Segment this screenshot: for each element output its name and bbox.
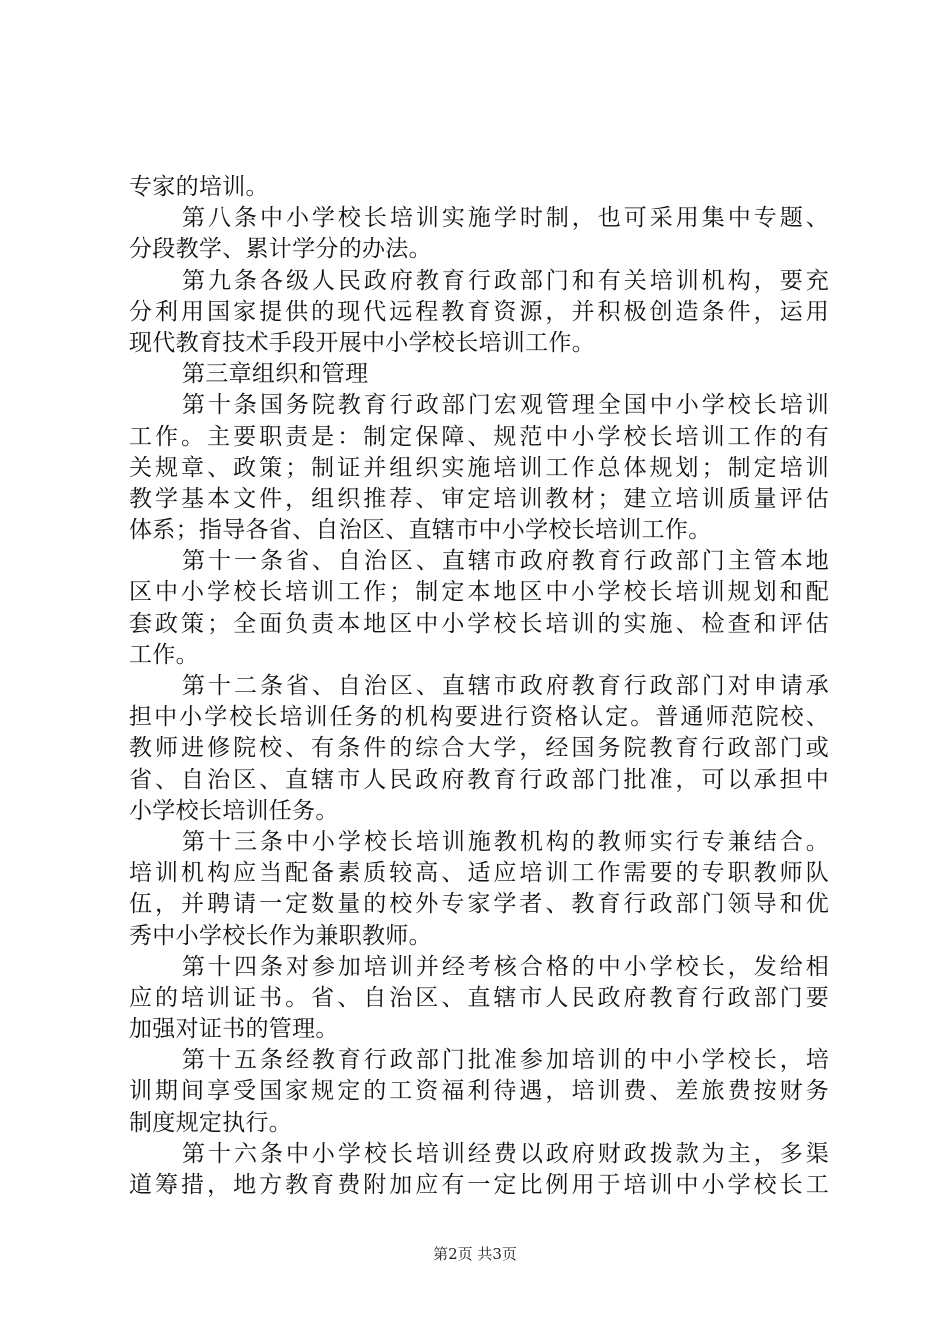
text-line: 工作。主要职责是：制定保障、规范中小学校长培训工作的有 <box>129 423 829 450</box>
chapter-3-heading: 第三章组织和管理 <box>182 361 369 388</box>
text-line: 省、自治区、直辖市人民政府教育行政部门批准，可以承担中 <box>129 766 829 793</box>
text-line: 专家的培训。 <box>129 174 269 200</box>
text-line: 道筹措，地方教育费附加应有一定比例用于培训中小学校长工 <box>129 1172 829 1198</box>
article-9-line: 第九条各级人民政府教育行政部门和有关培训机构，要充 <box>182 267 829 294</box>
text-line: 秀中小学校长作为兼职教师。 <box>129 922 432 949</box>
article-15-line: 第十五条经教育行政部门批准参加培训的中小学校长，培 <box>182 1047 829 1074</box>
document-body <box>129 172 829 1201</box>
article-13-line: 第十三条中小学校长培训施教机构的教师实行专兼结合。 <box>182 828 829 855</box>
text-line: 训期间享受国家规定的工资福利待遇，培训费、差旅费按财务 <box>129 1078 829 1105</box>
text-line: 区中小学校长培训工作；制定本地区中小学校长培训规划和配 <box>129 579 829 606</box>
text-line: 体系；指导各省、自治区、直辖市中小学校长培训工作。 <box>129 517 712 544</box>
text-line: 担中小学校长培训任务的机构要进行资格认定。普通师范院校、 <box>129 704 829 731</box>
article-12-line: 第十二条省、自治区、直辖市政府教育行政部门对申请承 <box>182 673 829 699</box>
text-line: 教师进修院校、有条件的综合大学，经国务院教育行政部门或 <box>129 735 829 762</box>
text-line: 套政策；全面负责本地区中小学校长培训的实施、检查和评估 <box>129 610 829 637</box>
text-line: 培训机构应当配备素质较高、适应培训工作需要的专职教师队 <box>129 860 829 887</box>
text-line: 工作。 <box>129 641 199 668</box>
text-line: 制度规定执行。 <box>129 1109 293 1136</box>
text-line: 分利用国家提供的现代远程教育资源，并积极创造条件，运用 <box>129 298 829 325</box>
text-line: 分段教学、累计学分的办法。 <box>129 236 432 263</box>
article-8-line: 第八条中小学校长培训实施学时制，也可采用集中专题、 <box>182 205 829 232</box>
text-line: 小学校长培训任务。 <box>129 797 339 824</box>
article-14-line: 第十四条对参加培训并经考核合格的中小学校长，发给相 <box>182 953 829 980</box>
text-line: 教学基本文件，组织推荐、审定培训教材；建立培训质量评估 <box>129 485 829 512</box>
text-line: 关规章、政策；制证并组织实施培训工作总体规划；制定培训 <box>129 454 829 481</box>
article-11-line: 第十一条省、自治区、直辖市政府教育行政部门主管本地 <box>182 548 829 575</box>
text-line: 加强对证书的管理。 <box>129 1016 339 1043</box>
text-line: 应的培训证书。省、自治区、直辖市人民政府教育行政部门要 <box>129 984 829 1011</box>
text-line: 伍，并聘请一定数量的校外专家学者、教育行政部门领导和优 <box>129 891 829 918</box>
text-line: 现代教育技术手段开展中小学校长培训工作。 <box>129 329 595 356</box>
article-10-line: 第十条国务院教育行政部门宏观管理全国中小学校长培训 <box>182 392 829 419</box>
article-16-line: 第十六条中小学校长培训经费以政府财政拨款为主，多渠 <box>182 1140 829 1167</box>
page-number-footer: 第2页 共3页 <box>433 1245 517 1263</box>
